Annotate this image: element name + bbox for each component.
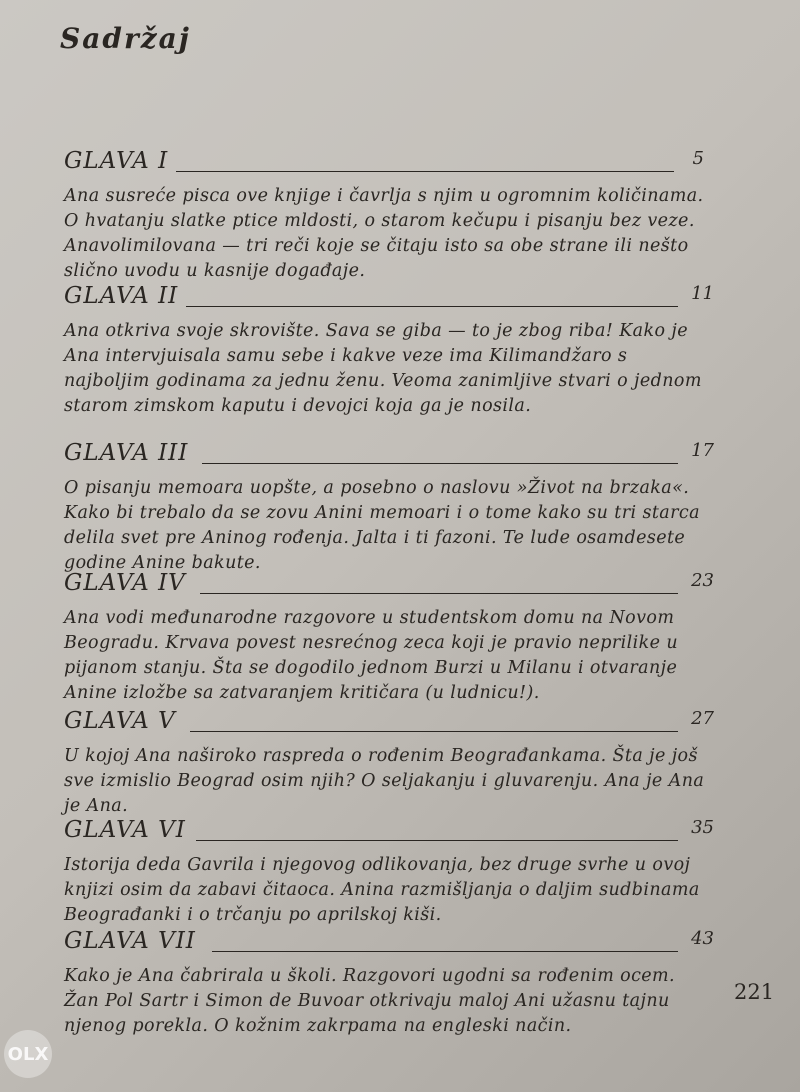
chapter-page-number: 35 [691,817,714,838]
chapter-heading [64,570,714,600]
chapter-page-number: 43 [691,928,714,949]
chapter-heading [64,817,714,847]
chapter-3 [64,440,714,576]
page-title: Sadržaj [60,22,191,55]
leader-line [200,593,678,594]
leader-line [176,171,674,172]
chapter-summary: Ana otkriva svoje skrovište. Sava se giba — to je zbog riba! Kako je Ana intervjuisala samu sebe i kakve veze ima Kilimandžaro s najboljim godinama za jednu ženu. Veoma zanimljive stvari o jednom starom zimskom kaputu i devojci koja ga je nosila. [64,321,702,416]
chapter-5 [64,708,714,819]
olx-watermark-logo: OLX [4,1030,52,1078]
book-page-number: 221 [734,980,775,1004]
chapter-summary: Kako je Ana čabrirala u školi. Razgovori ugodni sa rođenim ocem. Žan Pol Sartr i Simon de Buvoar otkrivaju maloj Ani užasnu tajnu njenog porekla. O kožnim zakrpama na engleski način. [64,966,675,1036]
chapter-7 [64,928,714,1039]
chapter-label: GLAVA II [64,283,179,309]
chapter-summary: Ana vodi međunarodne razgovore u studentskom domu na Novom Beogradu. Krvava povest nesrećnog zeca koji je pravio neprilike u pijanom stanju. Šta se dogodilo jednom Burzi u Milanu i otvaranje Anine izložbe sa zatvaranjem kritičara (u ludnicu!). [64,608,679,703]
leader-line [202,463,678,464]
chapter-heading [64,928,714,958]
chapter-label: GLAVA I [64,148,169,174]
chapter-page-number: 11 [691,283,714,304]
chapter-page-number: 17 [691,440,714,461]
leader-line [212,951,678,952]
chapter-summary: Ana susreće pisca ove knjige i čavrlja s njim u ogromnim količinama. O hvatanju slatke ptice mldosti, o starom kečupu i pisanju bez veze. Anavolimilovana — tri reči koje se čitaju isto sa obe strane ili nešto slično uvodu u kasnije događaje. [64,186,704,281]
leader-line [190,731,678,732]
chapter-label: GLAVA VI [64,817,186,843]
chapter-heading [64,283,714,313]
chapter-summary: Istorija deda Gavrila i njegovog odlikovanja, bez druge svrhe u ovoj knjizi osim da zabavi čitaoca. Anina razmišljanja o daljim sudbinama Beograđanki i o trčanju po aprilskoj kiši. [64,855,700,925]
chapter-heading [64,440,714,470]
chapter-heading [64,708,714,738]
chapter-4 [64,570,714,706]
chapter-label: GLAVA V [64,708,176,734]
chapter-label: GLAVA III [64,440,189,466]
chapter-label: GLAVA IV [64,570,186,596]
chapter-1 [64,148,714,284]
chapter-heading [64,148,714,178]
chapter-summary: O pisanju memoara uopšte, a posebno o naslovu »Život na brzaka«. Kako bi trebalo da se zovu Anini memoari i o tome kako su tri starca delila svet pre Aninog rođenja. Jalta i ti fazoni. Te lude osamdesete godine Anine bakute. [64,478,700,573]
chapter-label: GLAVA VII [64,928,196,954]
chapter-summary: U kojoj Ana naširoko raspreda o rođenim Beograđankama. Šta je još sve izmislio Beograd osim njih? O seljakanju i gluvarenju. Ana je Ana je Ana. [64,746,705,816]
leader-line [186,306,678,307]
chapter-6 [64,817,714,928]
leader-line [196,840,678,841]
chapter-page-number: 23 [691,570,714,591]
chapter-page-number: 5 [692,148,704,169]
chapter-page-number: 27 [691,708,714,729]
chapter-2 [64,283,714,419]
